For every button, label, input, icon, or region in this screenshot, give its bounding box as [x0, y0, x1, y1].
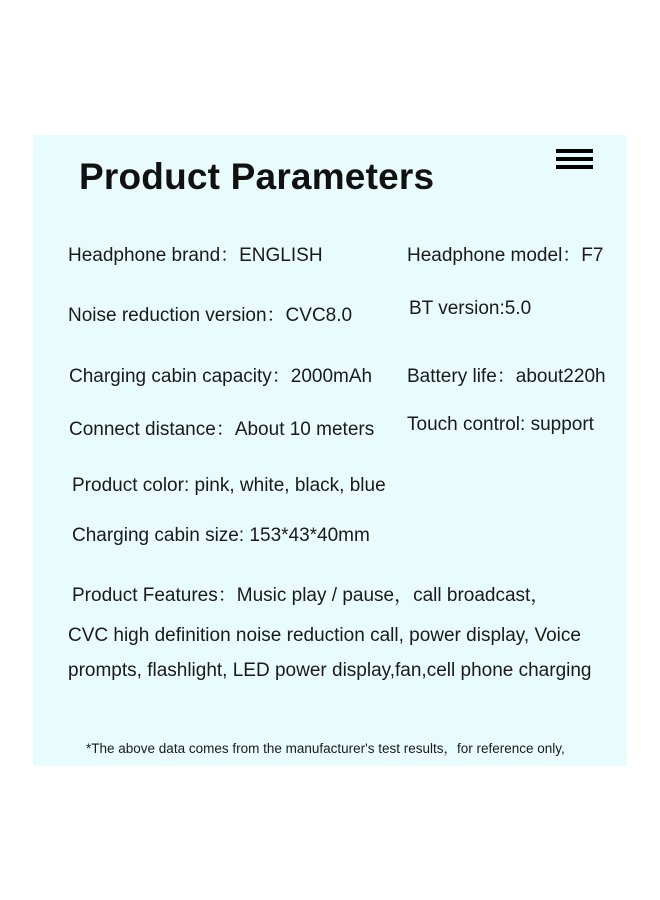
param-brand: Headphone brand：ENGLISH: [68, 245, 323, 266]
menu-icon[interactable]: [556, 149, 593, 169]
param-cabin-capacity: Charging cabin capacity：2000mAh: [69, 366, 373, 387]
param-features-line1: Product Features：Music play / pause，call broadcast，: [72, 585, 550, 606]
footnote: *The above data comes from the manufacturer's test results，for reference only,: [86, 741, 565, 756]
param-model: Headphone model：F7: [407, 245, 604, 266]
param-cabin-size: Charging cabin size: 153*43*40mm: [72, 525, 370, 546]
page-title: Product Parameters: [79, 156, 435, 197]
param-connect-distance: Connect distance：About 10 meters: [69, 419, 375, 440]
param-bt-version: BT version:5.0: [409, 298, 532, 319]
param-color: Product color: pink, white, black, blue: [72, 475, 386, 496]
param-features-line3: prompts, flashlight, LED power display,fan,cell phone charging: [68, 660, 592, 681]
param-battery-life: Battery life：about220h: [407, 366, 606, 387]
param-touch-control: Touch control: support: [407, 414, 594, 435]
param-noise-reduction: Noise reduction version：CVC8.0: [68, 305, 353, 326]
param-features-line2: CVC high definition noise reduction call, power display, Voice: [68, 625, 581, 646]
